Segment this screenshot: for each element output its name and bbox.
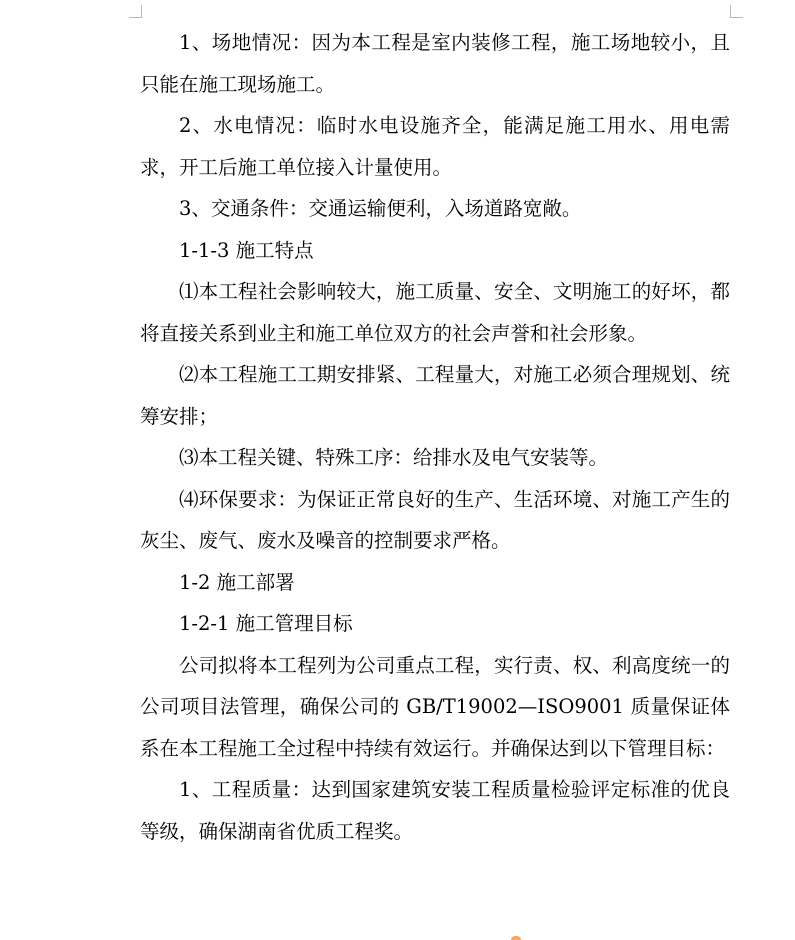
margin-corner-mark-top-left (129, 5, 142, 18)
paragraph-management-intro: 公司拟将本工程列为公司重点工程，实行责、权、利高度统一的公司项目法管理，确保公司的 GB/T19002—ISO9001 质量保证体系在本工程施工全过程中持续有效运行。并确保达到以下管理目标： (140, 653, 730, 760)
paragraph-feature-2: ⑵本工程施工工期安排紧、工程量大，对施工必须合理规划、统筹安排； (140, 363, 730, 428)
cursor-mark (511, 936, 521, 940)
paragraph-quality-goal: 1、工程质量：达到国家建筑安装工程质量检验评定标准的优良等级，确保湖南省优质工程奖。 (140, 778, 730, 843)
paragraph-site-conditions: 1、场地情况：因为本工程是室内装修工程，施工场地较小，且只能在施工现场施工。 (140, 31, 730, 96)
paragraph-feature-1: ⑴本工程社会影响较大，施工质量、安全、文明施工的好坏，都将直接关系到业主和施工单位双方的社会声誉和社会形象。 (140, 280, 730, 345)
paragraph-water-power: 2、水电情况：临时水电设施齐全，能满足施工用水、用电需求，开工后施工单位接入计量使用。 (140, 114, 730, 179)
margin-corner-mark-top-right (730, 5, 743, 18)
paragraph-feature-4: ⑷环保要求：为保证正常良好的生产、生活环境、对施工产生的灰尘、废气、废水及噪音的控制要求严格。 (140, 487, 730, 552)
paragraph-feature-3: ⑶本工程关键、特殊工序：给排水及电气安装等。 (179, 446, 609, 469)
paragraph-traffic: 3、交通条件：交通运输便利，入场道路宽敞。 (179, 197, 582, 220)
heading-construction-deployment: 1-2 施工部署 (179, 570, 295, 594)
heading-construction-features: 1-1-3 施工特点 (179, 238, 314, 262)
heading-management-goals: 1-2-1 施工管理目标 (179, 612, 353, 635)
document-body (140, 22, 730, 852)
